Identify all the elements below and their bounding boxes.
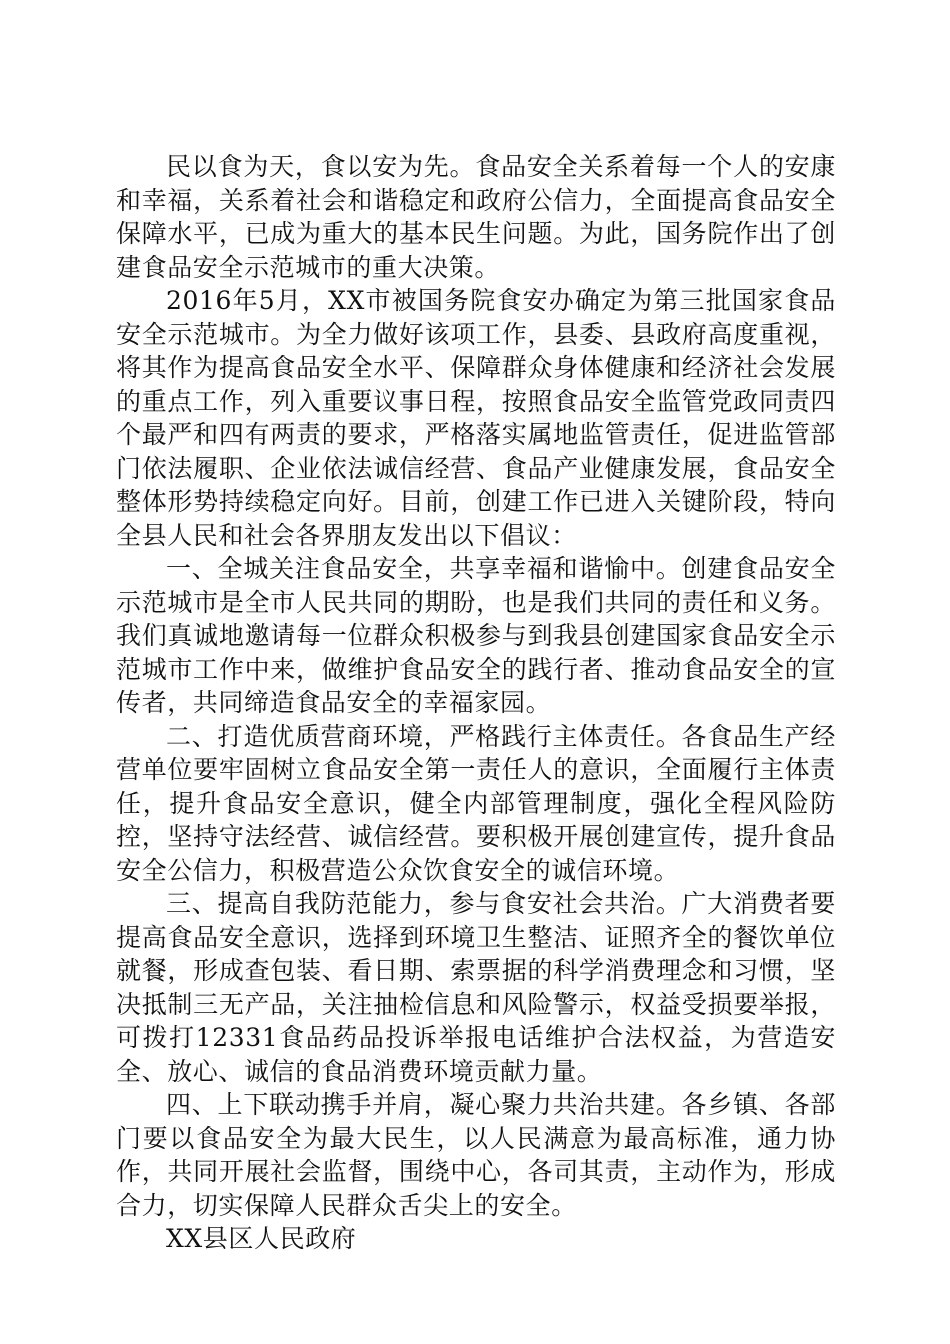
document-body [116,150,836,1256]
paragraph-proposal-3: 三、提高自我防范能力，参与食安社会共治。广大消费者要提高食品安全意识，选择到环境卫生整洁、证照齐全的餐饮单位就餐，形成查包装、看日期、索票据的科学消费理念和习惯，坚决抵制三无产品，关注抽检信息和风险警示，权益受损要举报，可拨打12331食品药品投诉举报电话维护合法权益，为营造安全、放心、诚信的食品消费环境贡献力量。 [116,889,836,1086]
paragraph-proposal-2: 二、打造优质营商环境，严格践行主体责任。各食品生产经营单位要牢固树立食品安全第一责任人的意识，全面履行主体责任，提升食品安全意识，健全内部管理制度，强化全程风险防控，坚持守法经营、诚信经营。要积极开展创建宣传，提升食品安全公信力，积极营造公众饮食安全的诚信环境。 [116,721,836,885]
signature: XX县区人民政府 [166,1224,357,1253]
paragraph-proposal-1: 一、全城关注食品安全，共享幸福和谐愉中。创建食品安全示范城市是全市人民共同的期盼，也是我们共同的责任和义务。我们真诚地邀请每一位群众积极参与到我县创建国家食品安全示范城市工作中来，做维护食品安全的践行者、推动食品安全的宣传者，共同缔造食品安全的幸福家园。 [116,554,836,717]
paragraph-intro: 民以食为天，食以安为先。食品安全关系着每一个人的安康和幸福，关系着社会和谐稳定和政府公信力，全面提高食品安全保障水平，已成为重大的基本民生问题。为此，国务院作出了创建食品安全示范城市的重大决策。 [116,152,836,282]
paragraph-proposal-4: 四、上下联动携手并肩，凝心聚力共治共建。各乡镇、各部门要以食品安全为最大民生，以人民满意为最高标准，通力协作，共同开展社会监督，围绕中心，各司其责，主动作为，形成合力，切实保障人民群众舌尖上的安全。 [116,1090,836,1220]
paragraph-background: 2016年5月，XX市被国务院食安办确定为第三批国家食品安全示范城市。为全力做好该项工作，县委、县政府高度重视，将其作为提高食品安全水平、保障群众身体健康和经济社会发展的重点工作，列入重要议事日程，按照食品安全监管党政同责四个最严和四有两责的要求，严格落实属地监管责任，促进监管部门依法履职、企业依法诚信经营、食品产业健康发展，食品安全整体形势持续稳定向好。目前，创建工作已进入关键阶段，特向全县人民和社会各界朋友发出以下倡议： [116,286,836,550]
